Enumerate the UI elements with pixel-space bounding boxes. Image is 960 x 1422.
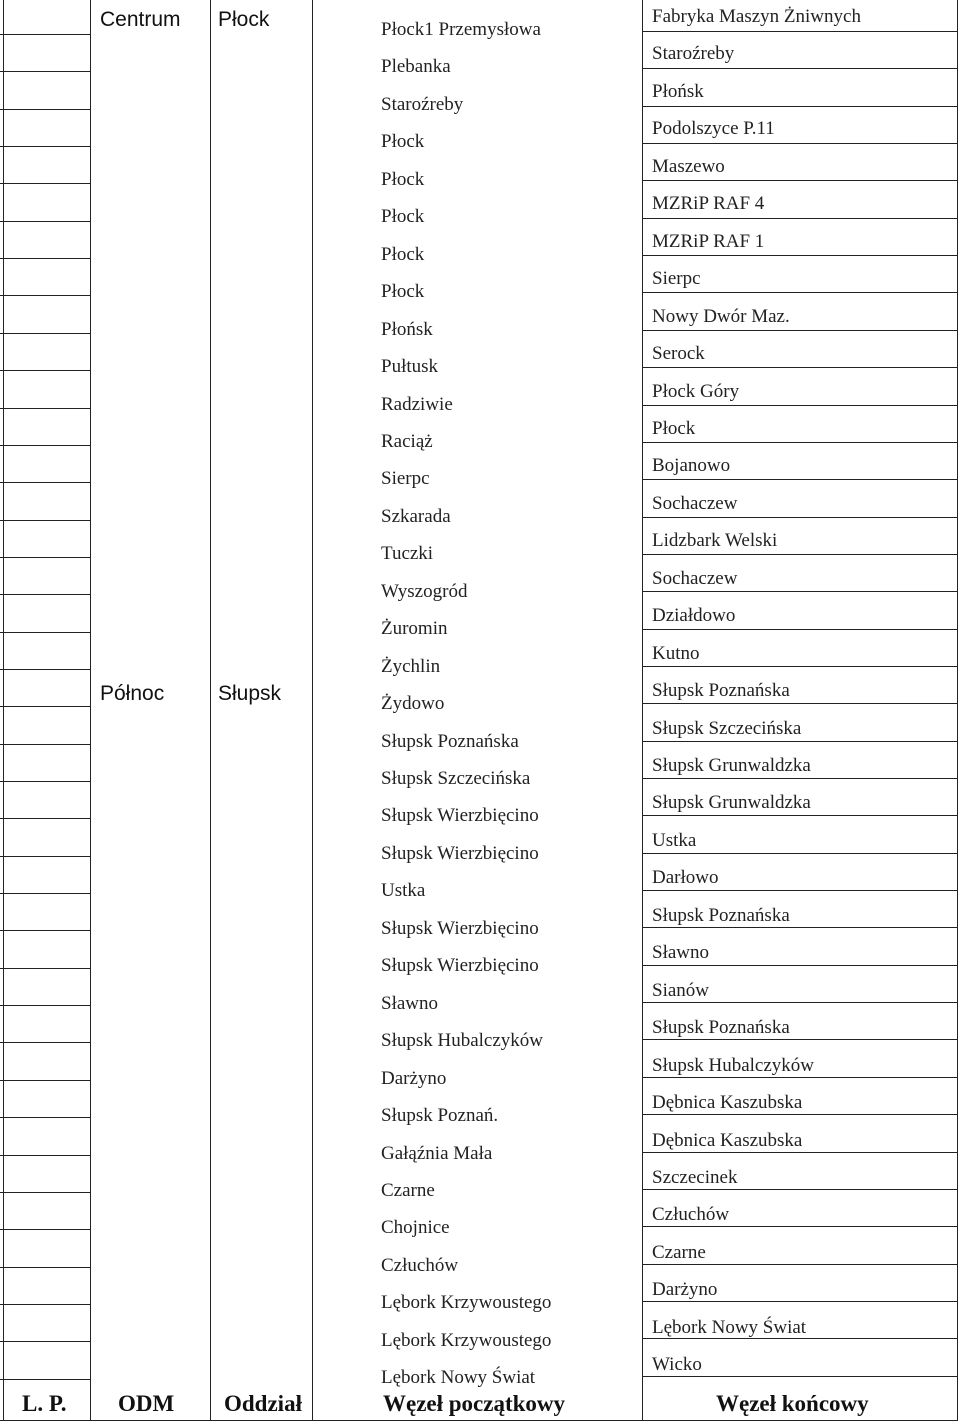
start-node-cell: Pułtusk — [381, 356, 439, 377]
start-node-cell: Raciąż — [381, 431, 433, 452]
end-node-cell: Słupsk Grunwaldzka — [652, 755, 811, 776]
start-node-cell: Słupsk Wierzbięcino — [381, 955, 539, 976]
row-divider — [0, 34, 90, 35]
row-divider — [0, 1267, 90, 1268]
row-divider — [0, 408, 90, 409]
table-border-right — [957, 0, 958, 1421]
row-divider — [642, 31, 958, 32]
row-divider — [642, 853, 958, 854]
row-divider — [642, 255, 958, 256]
end-node-cell: Bojanowo — [652, 455, 731, 476]
start-node-cell: Słupsk Szczecińska — [381, 768, 531, 789]
end-node-cell: Sochaczew — [652, 568, 738, 589]
start-node-cell: Żuromin — [381, 618, 448, 639]
start-node-cell: Płońsk — [381, 319, 433, 340]
end-node-cell: Lidzbark Welski — [652, 530, 778, 551]
start-node-cell: Człuchów — [381, 1255, 459, 1276]
header-odm: ODM — [118, 1391, 175, 1416]
row-divider — [0, 893, 90, 894]
end-node-cell: Dębnica Kaszubska — [652, 1130, 803, 1151]
header-lp: L. P. — [22, 1391, 67, 1416]
column-divider — [312, 0, 313, 1421]
row-divider — [642, 666, 958, 667]
start-node-cell: Słupsk Poznańska — [381, 731, 519, 752]
row-divider — [642, 1114, 958, 1115]
row-divider — [642, 1301, 958, 1302]
end-node-cell: MZRiP RAF 1 — [652, 231, 765, 252]
end-node-cell: Wicko — [652, 1354, 702, 1375]
start-node-cell: Płock — [381, 244, 425, 265]
end-node-cell: Lębork Nowy Świat — [652, 1317, 807, 1338]
row-divider — [0, 1155, 90, 1156]
row-divider — [642, 218, 958, 219]
start-node-cell: Płock — [381, 169, 425, 190]
row-divider — [0, 1341, 90, 1342]
odm-cell: Centrum — [100, 8, 181, 31]
row-divider — [0, 968, 90, 969]
end-node-cell: Płock Góry — [652, 381, 740, 402]
column-divider — [210, 0, 211, 1421]
oddzial-cell: Słupsk — [218, 682, 282, 705]
row-divider — [642, 442, 958, 443]
header-start-node: Węzeł początkowy — [383, 1391, 566, 1416]
end-node-cell: Płońsk — [652, 81, 704, 102]
row-divider — [0, 146, 90, 147]
start-node-cell: Żydowo — [381, 693, 445, 714]
start-node-cell: Plebanka — [381, 56, 451, 77]
row-divider — [642, 890, 958, 891]
row-divider — [0, 1005, 90, 1006]
row-divider — [0, 445, 90, 446]
row-divider — [0, 744, 90, 745]
row-divider — [0, 594, 90, 595]
row-divider — [642, 106, 958, 107]
odm-cell: Północ — [100, 682, 165, 705]
end-node-cell: Serock — [652, 343, 705, 364]
start-node-cell: Chojnice — [381, 1217, 450, 1238]
start-node-cell: Wyszogród — [381, 581, 468, 602]
oddzial-cell: Płock — [218, 8, 270, 31]
start-node-cell: Lębork Krzywoustego — [381, 1330, 552, 1351]
start-node-cell: Czarne — [381, 1180, 435, 1201]
row-divider — [642, 367, 958, 368]
start-node-cell: Sierpc — [381, 468, 430, 489]
end-node-cell: Sochaczew — [652, 493, 738, 514]
end-node-cell: Słupsk Szczecińska — [652, 718, 802, 739]
end-node-cell: Kutno — [652, 643, 700, 664]
row-divider — [0, 1304, 90, 1305]
row-divider — [642, 1189, 958, 1190]
start-node-cell: Słupsk Poznań. — [381, 1105, 499, 1126]
row-divider — [642, 1077, 958, 1078]
row-divider — [642, 1376, 958, 1377]
row-divider — [0, 1080, 90, 1081]
start-node-cell: Płock — [381, 281, 425, 302]
table-border-bottom — [0, 1420, 958, 1421]
start-node-cell: Radziwie — [381, 394, 453, 415]
end-node-cell: Podolszyce P.11 — [652, 118, 775, 139]
table-border-left — [3, 0, 4, 1421]
row-divider — [0, 930, 90, 931]
row-divider — [642, 629, 958, 630]
start-node-cell: Płock — [381, 206, 425, 227]
start-node-cell: Darżyno — [381, 1068, 447, 1089]
row-divider — [0, 557, 90, 558]
end-node-cell: Szczecinek — [652, 1167, 738, 1188]
start-node-cell: Płock — [381, 131, 425, 152]
start-node-cell: Żychlin — [381, 656, 441, 677]
end-node-cell: Darłowo — [652, 867, 719, 888]
row-divider — [0, 183, 90, 184]
end-node-cell: Sianów — [652, 980, 709, 1001]
row-divider — [642, 292, 958, 293]
row-divider — [0, 632, 90, 633]
row-divider — [642, 965, 958, 966]
row-divider — [642, 927, 958, 928]
end-node-cell: Słupsk Poznańska — [652, 680, 790, 701]
start-node-cell: Ustka — [381, 880, 426, 901]
end-node-cell: Nowy Dwór Maz. — [652, 306, 790, 327]
end-node-cell: Słupsk Hubalczyków — [652, 1055, 815, 1076]
row-divider — [642, 778, 958, 779]
end-node-cell: MZRiP RAF 4 — [652, 193, 765, 214]
row-divider — [642, 330, 958, 331]
row-divider — [0, 109, 90, 110]
start-node-cell: Słupsk Wierzbięcino — [381, 843, 539, 864]
row-divider — [0, 370, 90, 371]
end-node-cell: Darżyno — [652, 1279, 718, 1300]
row-divider — [642, 143, 958, 144]
end-node-cell: Dębnica Kaszubska — [652, 1092, 803, 1113]
end-node-cell: Działdowo — [652, 605, 736, 626]
column-divider — [90, 0, 91, 1421]
row-divider — [0, 818, 90, 819]
end-node-cell: Sławno — [652, 942, 709, 963]
end-node-cell: Fabryka Maszyn Żniwnych — [652, 6, 861, 27]
end-node-cell: Słupsk Poznańska — [652, 905, 790, 926]
row-divider — [642, 815, 958, 816]
row-divider — [642, 591, 958, 592]
start-node-cell: Sławno — [381, 993, 438, 1014]
start-node-cell: Staroźreby — [381, 94, 464, 115]
row-divider — [0, 520, 90, 521]
start-node-cell: Słupsk Wierzbięcino — [381, 805, 539, 826]
row-divider — [0, 333, 90, 334]
row-divider — [642, 479, 958, 480]
row-divider — [0, 295, 90, 296]
row-divider — [0, 1117, 90, 1118]
row-divider — [0, 482, 90, 483]
start-node-cell: Szkarada — [381, 506, 451, 527]
end-node-cell: Słupsk Grunwaldzka — [652, 792, 811, 813]
end-node-cell: Maszewo — [652, 156, 725, 177]
row-divider — [642, 741, 958, 742]
row-divider — [0, 781, 90, 782]
row-divider — [642, 1264, 958, 1265]
end-node-cell: Płock — [652, 418, 696, 439]
row-divider — [0, 856, 90, 857]
row-divider — [0, 669, 90, 670]
row-divider — [642, 405, 958, 406]
row-divider — [0, 221, 90, 222]
end-node-cell: Sierpc — [652, 268, 701, 289]
row-divider — [642, 517, 958, 518]
start-node-cell: Słupsk Hubalczyków — [381, 1030, 544, 1051]
header-end-node: Węzeł końcowy — [716, 1391, 869, 1416]
row-divider — [642, 68, 958, 69]
row-divider — [0, 71, 90, 72]
end-node-cell: Czarne — [652, 1242, 706, 1263]
row-divider — [642, 703, 958, 704]
end-node-cell: Słupsk Poznańska — [652, 1017, 790, 1038]
row-divider — [0, 1379, 90, 1380]
row-divider — [0, 706, 90, 707]
row-divider — [642, 1152, 958, 1153]
row-divider — [642, 1226, 958, 1227]
row-divider — [642, 180, 958, 181]
row-divider — [642, 1002, 958, 1003]
start-node-cell: Lębork Krzywoustego — [381, 1292, 552, 1313]
end-node-cell: Ustka — [652, 830, 697, 851]
start-node-cell: Gałąźnia Mała — [381, 1143, 493, 1164]
row-divider — [642, 554, 958, 555]
end-node-cell: Staroźreby — [652, 43, 735, 64]
row-divider — [642, 1039, 958, 1040]
start-node-cell: Tuczki — [381, 543, 434, 564]
row-divider — [0, 1229, 90, 1230]
row-divider — [0, 1042, 90, 1043]
row-divider — [0, 1192, 90, 1193]
row-divider — [0, 258, 90, 259]
start-node-cell: Lębork Nowy Świat — [381, 1367, 536, 1388]
column-divider — [642, 0, 643, 1421]
start-node-cell: Płock1 Przemysłowa — [381, 19, 541, 40]
header-oddzial: Oddział — [224, 1391, 302, 1416]
end-node-cell: Człuchów — [652, 1204, 730, 1225]
start-node-cell: Słupsk Wierzbięcino — [381, 918, 539, 939]
